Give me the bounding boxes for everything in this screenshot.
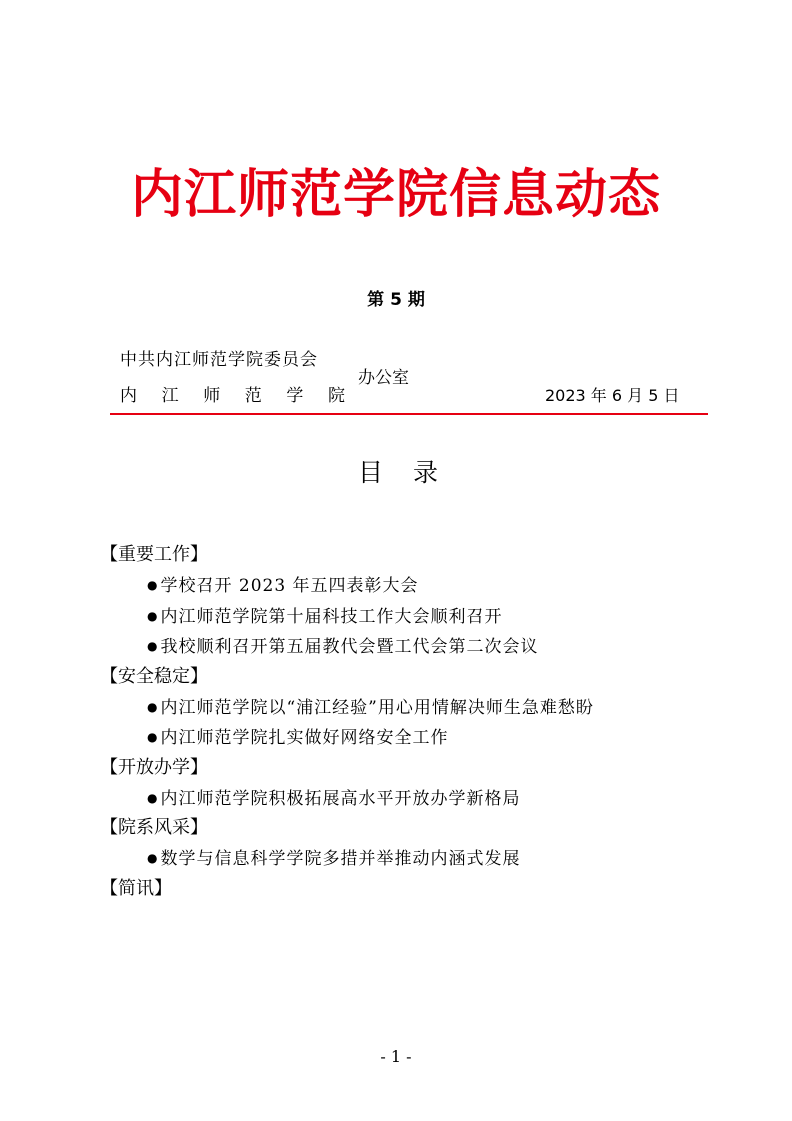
issuer-college-char: 院 <box>327 386 345 406</box>
page-number: - 1 - <box>380 1047 412 1066</box>
toc-section-heading[interactable]: 【重要工作】 <box>100 544 208 565</box>
toc-title-char: 录 <box>413 458 439 487</box>
toc-section-heading[interactable]: 【简讯】 <box>100 877 172 899</box>
issue-number: 第 5 期 <box>367 290 425 310</box>
red-divider <box>110 413 708 415</box>
toc-item-label: 内江师范学院积极拓展高水平开放办学新格局 <box>160 788 521 809</box>
bullet-icon: ● <box>147 578 159 592</box>
toc-item[interactable] <box>100 692 720 723</box>
issuer-college <box>120 385 345 407</box>
toc-item[interactable] <box>100 843 720 874</box>
toc-item-label: 内江师范学院扎实做好网络安全工作 <box>160 728 449 748</box>
issuer-office: 办公室 <box>358 368 409 388</box>
bullet-icon: ● <box>147 851 159 865</box>
toc-section-heading[interactable]: 【安全稳定】 <box>100 665 208 687</box>
issuer-college-char: 内 <box>120 386 137 406</box>
toc-title <box>358 456 438 490</box>
toc-section-heading[interactable]: 【院系风采】 <box>100 817 208 838</box>
bullet-icon: ● <box>147 608 159 623</box>
bullet-icon: ● <box>147 790 159 805</box>
issuer-college-char: 师 <box>203 386 221 406</box>
toc-item-label: 内江师范学院以“浦江经验”用心用情解决师生急难愁盼 <box>160 697 594 718</box>
toc-item-label: 我校顺利召开第五届教代会暨工代会第二次会议 <box>160 637 539 657</box>
toc-item[interactable] <box>100 783 720 814</box>
bullet-icon: ● <box>147 730 159 744</box>
toc-item[interactable] <box>100 631 720 662</box>
issuer-committee: 中共内江师范学院委员会 <box>120 350 318 370</box>
toc-item-label: 数学与信息科学学院多措并举推动内涵式发展 <box>160 849 521 869</box>
issue-date: 2023 年 6 月 5 日 <box>545 386 680 405</box>
issuer-college-char: 范 <box>244 386 262 406</box>
toc-item[interactable] <box>100 722 720 753</box>
toc-item-label: 学校召开 2023 年五四表彰大会 <box>160 576 419 596</box>
bullet-icon: ● <box>147 639 159 653</box>
toc-title-char: 目 <box>358 458 384 487</box>
issuer-college-char: 学 <box>286 386 304 406</box>
toc-item[interactable] <box>100 570 720 601</box>
table-of-contents <box>100 540 720 904</box>
issuer-college-char: 江 <box>161 386 179 406</box>
toc-section-heading[interactable]: 【开放办学】 <box>100 756 208 778</box>
masthead-title: 内江师范学院信息动态 <box>130 164 661 225</box>
bullet-icon: ● <box>147 699 159 714</box>
toc-item[interactable] <box>100 601 720 632</box>
toc-item-label: 内江师范学院第十届科技工作大会顺利召开 <box>160 606 503 627</box>
